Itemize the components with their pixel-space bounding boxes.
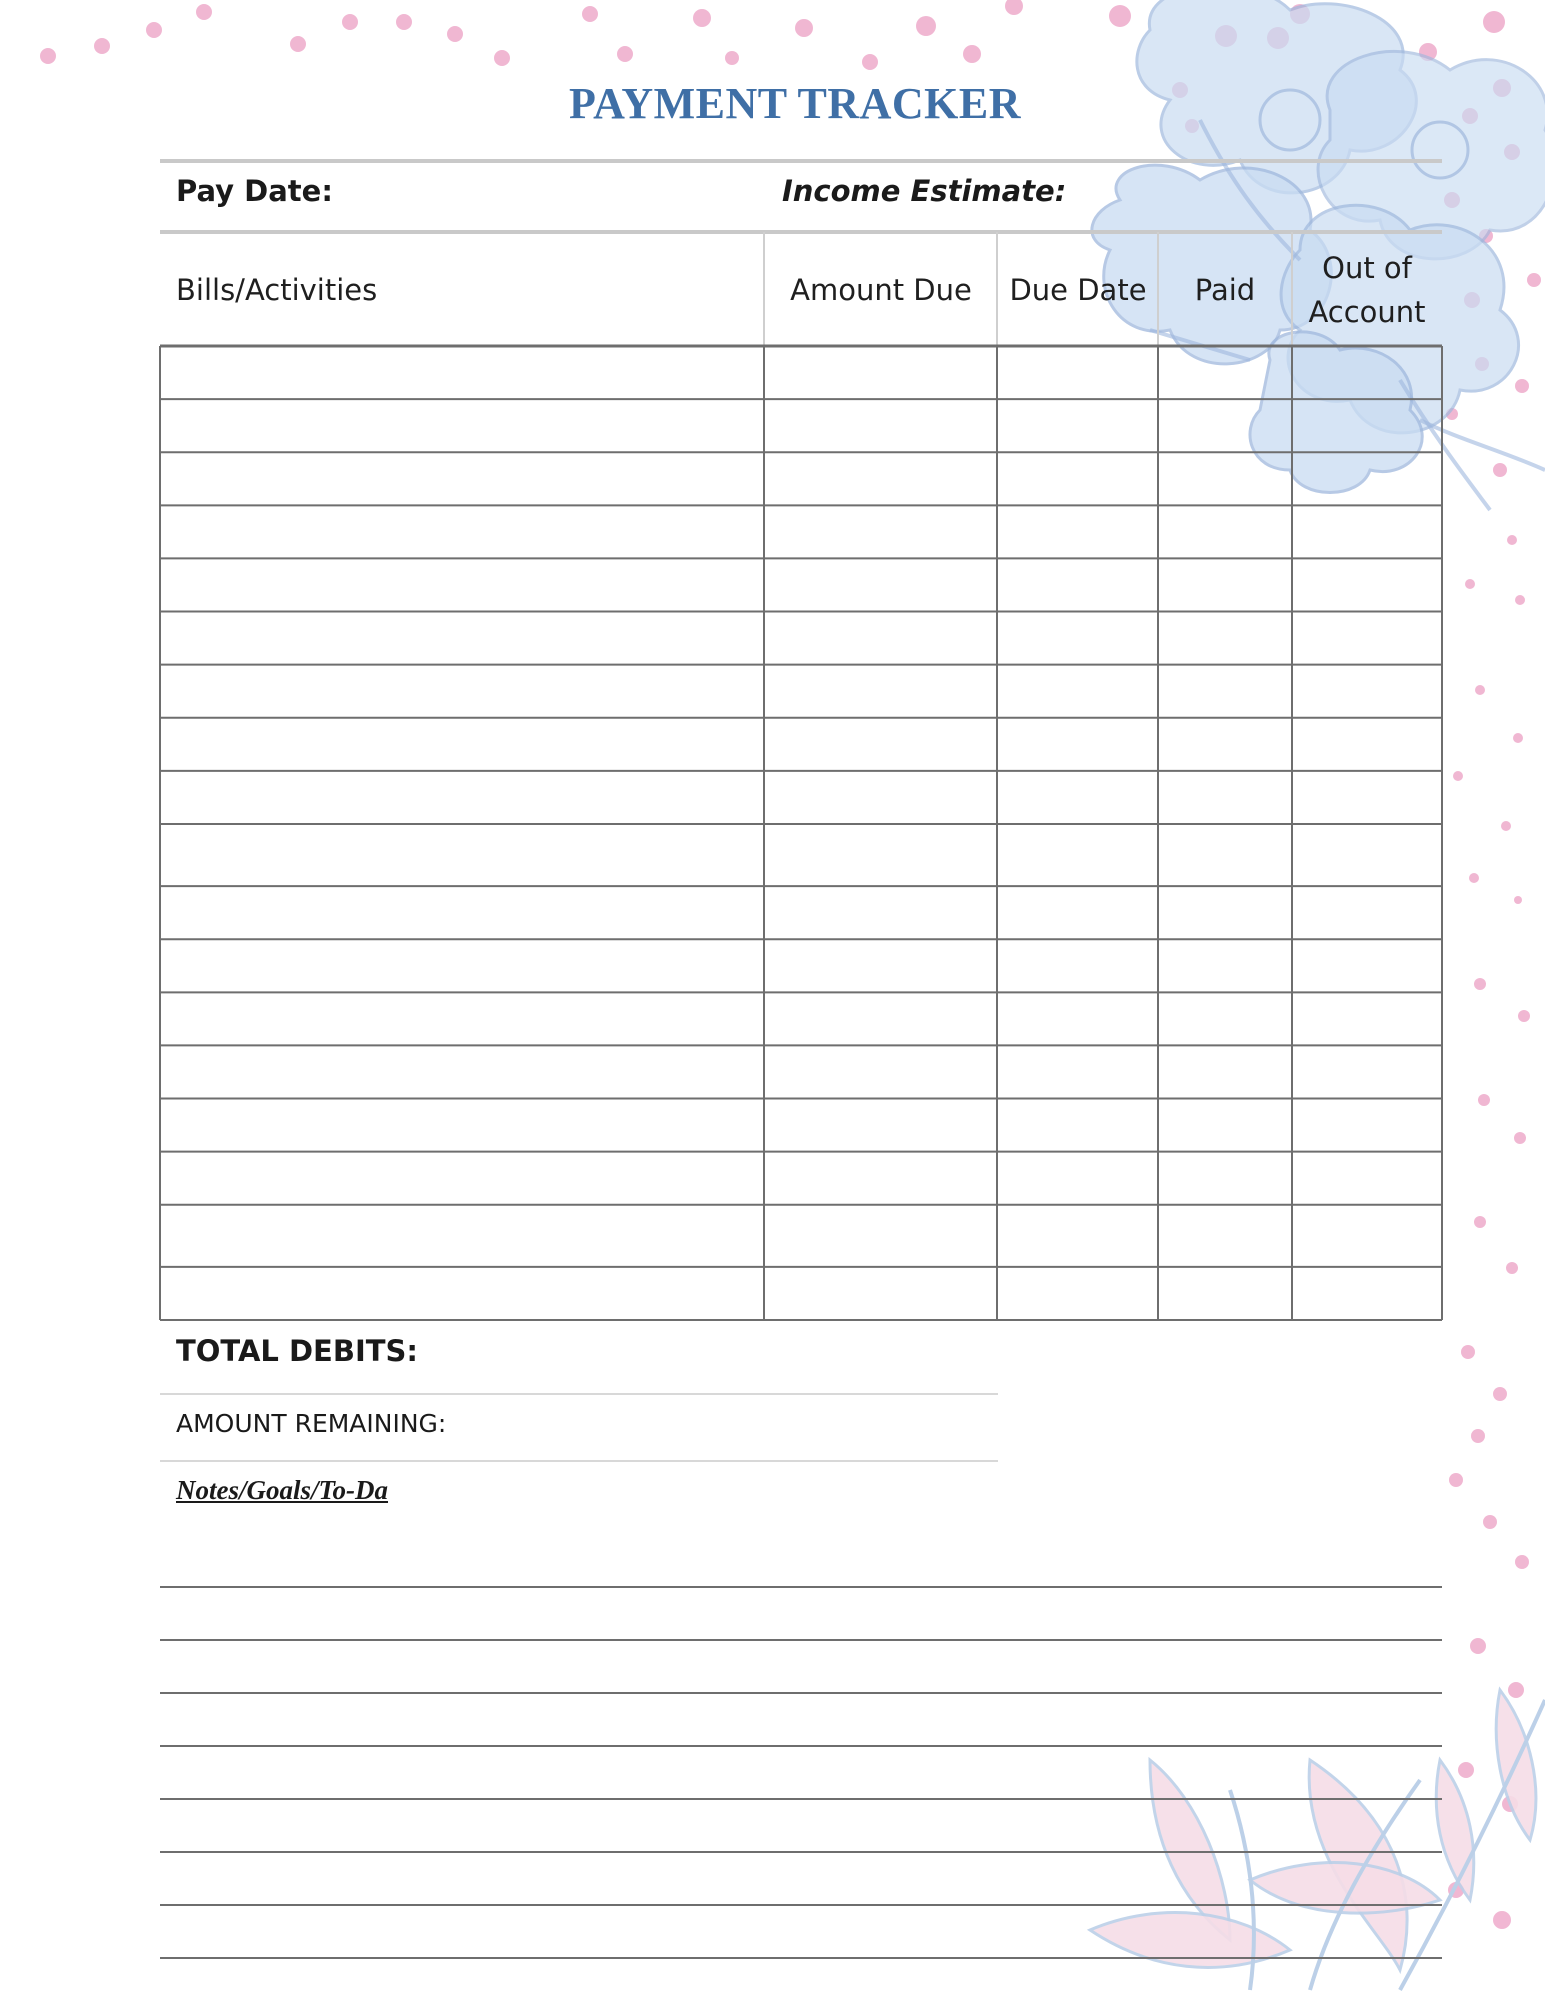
table-cell[interactable] [1293,1206,1441,1266]
table-cell[interactable] [998,1153,1157,1204]
table-cell[interactable] [161,772,763,823]
table-cell[interactable] [1293,347,1441,398]
table-cell[interactable] [1159,719,1291,770]
table-cell[interactable] [1159,666,1291,717]
table-cell[interactable] [1159,993,1291,1044]
table-cell[interactable] [161,993,763,1044]
table-cell[interactable] [161,1153,763,1204]
table-cell[interactable] [1293,887,1441,938]
table-cell[interactable] [1293,1268,1441,1319]
table-cell[interactable] [1159,453,1291,504]
table-cell[interactable] [161,1100,763,1151]
table-cell[interactable] [765,1268,996,1319]
table-cell[interactable] [161,559,763,610]
table-cell[interactable] [765,559,996,610]
note-line[interactable] [160,1745,1442,1747]
table-cell[interactable] [765,719,996,770]
table-cell[interactable] [1159,1100,1291,1151]
table-cell[interactable] [998,613,1157,664]
table-cell[interactable] [1293,559,1441,610]
table-cell[interactable] [998,400,1157,451]
table-cell[interactable] [1159,613,1291,664]
table-cell[interactable] [161,940,763,991]
table-cell[interactable] [1293,940,1441,991]
table-cell[interactable] [765,1100,996,1151]
table-cell[interactable] [161,347,763,398]
table-cell[interactable] [998,666,1157,717]
table-cell[interactable] [998,1100,1157,1151]
amount-remaining-label: AMOUNT REMAINING: [176,1409,447,1438]
note-line[interactable] [160,1692,1442,1694]
column-header-out-of-account: Out of Account [1308,251,1426,329]
table-cell[interactable] [161,666,763,717]
table-cell[interactable] [1293,453,1441,504]
pay-date-label: Pay Date: [176,174,333,208]
table-cell[interactable] [1159,1206,1291,1266]
total-debits-label: TOTAL DEBITS: [176,1334,419,1368]
table-cell[interactable] [765,887,996,938]
table-cell[interactable] [998,347,1157,398]
note-line[interactable] [160,1798,1442,1800]
table-cell[interactable] [765,772,996,823]
table-cell[interactable] [1159,559,1291,610]
table-cell[interactable] [1159,1268,1291,1319]
table-cell[interactable] [765,666,996,717]
table-cell[interactable] [998,559,1157,610]
note-line[interactable] [160,1586,1442,1588]
table-cell[interactable] [1159,1046,1291,1097]
amount-remaining-rule [160,1460,998,1462]
table-cell[interactable] [1159,887,1291,938]
table-cell[interactable] [765,453,996,504]
note-line[interactable] [160,1639,1442,1641]
table-cell[interactable] [998,1206,1157,1266]
table-cell[interactable] [161,825,763,885]
table-cell[interactable] [765,1046,996,1097]
table-cell[interactable] [1293,1153,1441,1204]
table-cell[interactable] [998,940,1157,991]
table-cell[interactable] [161,1268,763,1319]
column-header-amount-due: Amount Due [790,273,972,307]
table-cell[interactable] [1159,347,1291,398]
column-header-bills: Bills/Activities [176,273,378,307]
table-cell[interactable] [998,1268,1157,1319]
table-cell[interactable] [1159,825,1291,885]
table-cell[interactable] [161,1206,763,1266]
note-line[interactable] [160,1851,1442,1853]
table-cell[interactable] [1159,772,1291,823]
table-cell[interactable] [998,772,1157,823]
table-cell[interactable] [161,613,763,664]
notes-heading: Notes/Goals/To-Da [176,1475,389,1505]
table-cell[interactable] [998,825,1157,885]
table-cell[interactable] [998,887,1157,938]
column-header-due-date: Due Date [1009,273,1147,307]
table-cell[interactable] [1159,1153,1291,1204]
table-cell[interactable] [1293,1046,1441,1097]
table-cell[interactable] [998,719,1157,770]
income-estimate-label: Income Estimate: [782,174,1067,208]
table-cell[interactable] [1293,772,1441,823]
table-cell[interactable] [161,1046,763,1097]
table-cell[interactable] [998,506,1157,557]
table-cell[interactable] [161,887,763,938]
total-debits-rule [160,1393,998,1395]
table-cell[interactable] [765,506,996,557]
table-cell[interactable] [1293,400,1441,451]
table-cell[interactable] [1293,1100,1441,1151]
page-title: PAYMENT TRACKER [568,79,1022,128]
table-cell[interactable] [998,1046,1157,1097]
table-cell[interactable] [765,825,996,885]
table-cell[interactable] [161,719,763,770]
table-cell[interactable] [765,1206,996,1266]
table-cell[interactable] [161,506,763,557]
table-cell[interactable] [1293,993,1441,1044]
table-cell[interactable] [998,453,1157,504]
table-cell[interactable] [1293,506,1441,557]
table-cell[interactable] [765,613,996,664]
table-cell[interactable] [765,940,996,991]
table-cell[interactable] [1293,719,1441,770]
table-cell[interactable] [161,453,763,504]
note-line[interactable] [160,1904,1442,1906]
table-cell[interactable] [1293,613,1441,664]
table-cell[interactable] [765,347,996,398]
table-cell[interactable] [1293,825,1441,885]
note-line[interactable] [160,1957,1442,1959]
table-cell[interactable] [765,1153,996,1204]
column-header-paid: Paid [1194,273,1256,307]
table-cell[interactable] [1159,940,1291,991]
table-cell[interactable] [161,400,763,451]
table-cell[interactable] [1159,506,1291,557]
table-cell[interactable] [1159,400,1291,451]
table-cell[interactable] [765,993,996,1044]
table-cell[interactable] [1293,666,1441,717]
table-cell[interactable] [998,993,1157,1044]
table-cell[interactable] [765,400,996,451]
